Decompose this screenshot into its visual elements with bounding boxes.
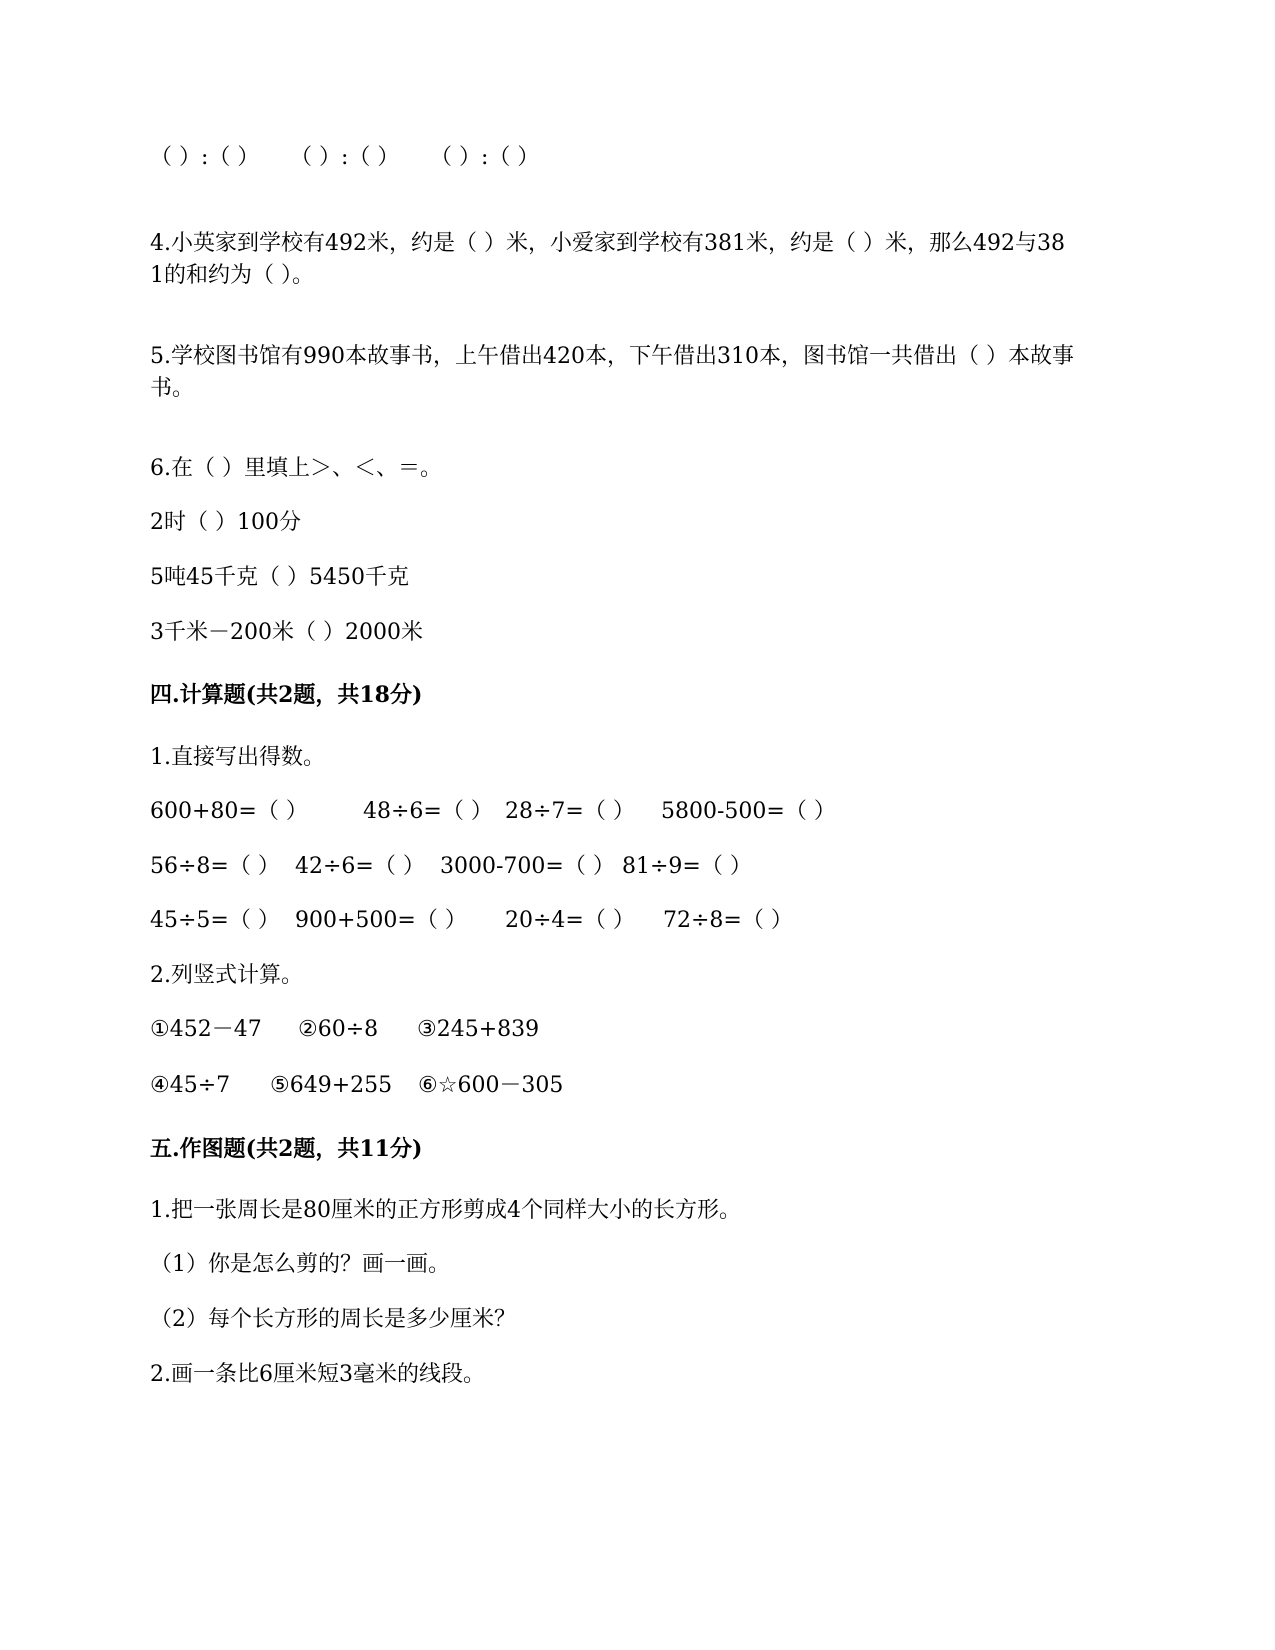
calc-item: 600+80=（ ） [150,799,308,824]
calc-item: 81÷9=（ ） [622,854,752,879]
vertical-calc-item: ④45÷7 [150,1073,231,1098]
question-6-item: 2时（ ）100分 [150,510,301,535]
vertical-calc-row [150,1070,750,1102]
calc-item: 72÷8=（ ） [663,908,793,933]
section-5-q2: 2.画一条比6厘米短3毫米的线段。 [150,1362,485,1387]
ratio-blank-2: （ ）:（ ） [290,145,400,170]
ratio-blank-1: （ ）:（ ） [150,145,260,170]
calc-item: 28÷7=（ ） [505,799,635,824]
ratio-row [150,142,750,174]
calc-row [150,851,910,883]
section-5-title: 五.作图题(共2题，共11分) [150,1136,423,1162]
calc-item: 3000-700=（ ） [440,854,615,879]
calc-item: 45÷5=（ ） [150,908,280,933]
ratio-blank-3: （ ）:（ ） [430,145,540,170]
vertical-calc-item: ⑤649+255 [270,1073,393,1098]
calc-item: 5800-500=（ ） [661,799,836,824]
section-4-title: 四.计算题(共2题，共18分) [150,682,423,708]
vertical-calc-item: ⑥☆600－305 [418,1073,564,1098]
question-6-item: 5吨45千克（ ）5450千克 [150,565,409,590]
vertical-calc-item: ①452－47 [150,1017,262,1042]
calc-item: 48÷6=（ ） [363,799,493,824]
calc-row [150,796,910,828]
section-5-q1-sub2: （2）每个长方形的周长是多少厘米？ [150,1307,516,1332]
calc-row [150,905,910,937]
calc-item: 42÷6=（ ） [295,854,425,879]
vertical-calc-row [150,1014,750,1046]
section-5-q1-sub1: （1）你是怎么剪的？画一画。 [150,1252,450,1277]
question-6-item: 3千米－200米（ ）2000米 [150,620,423,645]
calc-item: 900+500=（ ） [295,908,467,933]
vertical-calc-item: ②60÷8 [298,1017,379,1042]
section-4-q2-prompt: 2.列竖式计算。 [150,963,303,988]
calc-item: 56÷8=（ ） [150,854,280,879]
question-6-prompt: 6.在（ ）里填上＞、＜、＝。 [150,456,442,481]
calc-item: 20÷4=（ ） [505,908,635,933]
section-5-q1: 1.把一张周长是80厘米的正方形剪成4个同样大小的长方形。 [150,1198,741,1223]
section-4-q1-prompt: 1.直接写出得数。 [150,745,325,770]
vertical-calc-item: ③245+839 [417,1017,540,1042]
question-4: 4.小英家到学校有492米，约是（ ）米，小爱家到学校有381米，约是（ ）米，那么492与381的和约为（ ）。 [150,231,1065,288]
question-5: 5.学校图书馆有990本故事书，上午借出420本，下午借出310本，图书馆一共借出（ ）本故事书。 [150,344,1074,401]
